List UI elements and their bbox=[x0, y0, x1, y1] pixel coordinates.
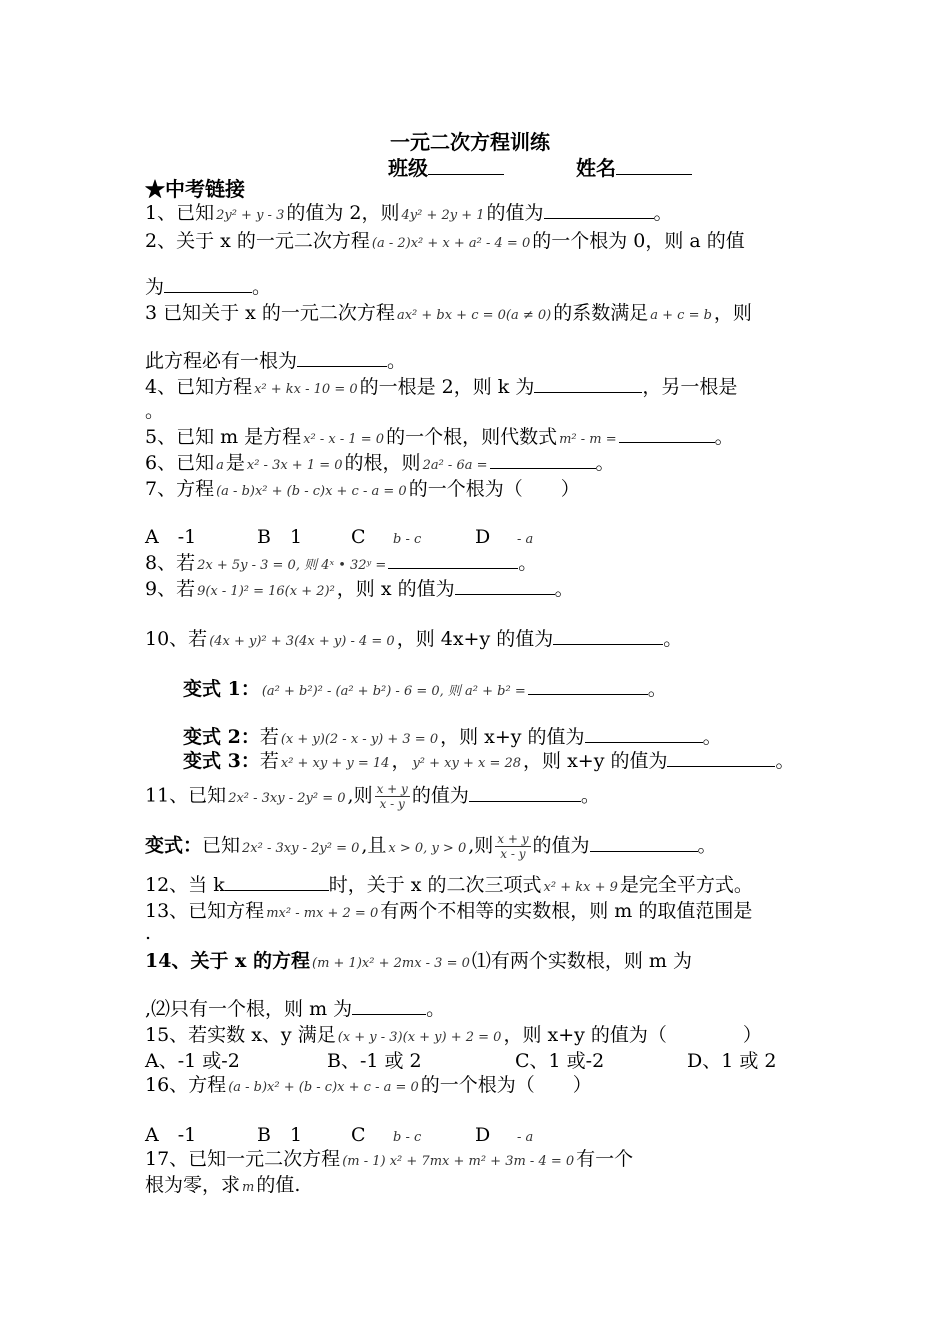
variant-2: 变式 2：若 (x + y)(2 - x - y) + 3 = 0 ，则 x+y 的值为 。 bbox=[183, 726, 722, 748]
math-expression: (a² + b²)² - (a² + b²) - 6 = 0, 则 a² + b² = bbox=[261, 684, 526, 699]
math-expression: - a bbox=[517, 532, 534, 547]
math-expression: 2y² + y - 3 bbox=[216, 208, 285, 223]
math-expression: 2x² - 3xy - 2y² = 0 bbox=[242, 840, 360, 856]
option-c[interactable]: C bbox=[351, 1124, 366, 1146]
option-a[interactable]: A -1 bbox=[145, 526, 197, 548]
answer-blank[interactable] bbox=[585, 724, 703, 743]
question-4-cont: 。 bbox=[145, 400, 165, 422]
math-expression: (m - 1) x² + 7mx + m² + 3m - 4 = 0 bbox=[342, 1154, 575, 1169]
question-12: 12、当 k 时，关于 x 的二次三项式 x² + kx + 9 是完全平方式。 bbox=[145, 874, 753, 896]
math-expression: (a - b)x² + (b - c)x + c - a = 0 bbox=[216, 484, 407, 499]
question-2: 2、关于 x 的一元二次方程 (a - 2)x² + x + a² - 4 = 0 的一个根为 0，则 a 的值 bbox=[145, 230, 745, 252]
option-a[interactable]: A -1 bbox=[145, 1124, 197, 1146]
name-field bbox=[576, 152, 692, 181]
math-expression: (m + 1)x² + 2mx - 3 = 0 bbox=[312, 956, 470, 971]
question-8: 8、若 2x + 5y - 3 = 0, 则 4ˣ • 32ʸ = 。 bbox=[145, 552, 538, 574]
option-d[interactable]: D、1 或 2 bbox=[687, 1050, 777, 1072]
answer-blank[interactable] bbox=[388, 550, 518, 569]
answer-blank[interactable] bbox=[534, 374, 642, 393]
question-13: 13、已知方程 mx² - mx + 2 = 0 有两个不相等的实数根，则 m 的取值范围是 bbox=[145, 900, 753, 922]
math-expression: b - c bbox=[393, 1130, 422, 1145]
math-expression: (x + y)(2 - x - y) + 3 = 0 bbox=[280, 732, 439, 747]
math-expression: 9(x - 1)² = 16(x + 2)² bbox=[197, 584, 335, 599]
question-17-cont: 根为零，求 m 的值. bbox=[145, 1174, 301, 1196]
math-expression: x² - 3x + 1 = 0 bbox=[246, 458, 343, 473]
math-expression: x² + kx - 10 = 0 bbox=[254, 382, 358, 397]
question-4: 4、已知方程 x² + kx - 10 = 0 的一根是 2，则 k 为 ，另一根是 bbox=[145, 376, 738, 398]
option-c[interactable]: C bbox=[351, 526, 366, 548]
math-expression: m² - m = bbox=[559, 432, 617, 447]
math-expression: (a - 2)x² + x + a² - 4 = 0 bbox=[371, 236, 531, 251]
math-expression: 2x² - 3xy - 2y² = 0 bbox=[228, 790, 346, 806]
question-17: 17、已知一元二次方程 (m - 1) x² + 7mx + m² + 3m - 4 = 0 有一个 bbox=[145, 1148, 634, 1170]
math-expression: b - c bbox=[393, 532, 422, 547]
math-expression: y² + xy + x = 28 bbox=[412, 756, 522, 771]
variant-label: 变式 3： bbox=[183, 750, 260, 772]
question-10: 10、若 (4x + y)² + 3(4x + y) - 4 = 0 ，则 4x+y 的值为 。 bbox=[145, 628, 683, 650]
answer-blank[interactable] bbox=[553, 626, 663, 645]
answer-blank[interactable] bbox=[528, 676, 648, 695]
answer-blank[interactable] bbox=[590, 833, 698, 852]
variant-label: 变式 2： bbox=[183, 726, 260, 748]
option-b[interactable]: B、-1 或 2 bbox=[327, 1050, 422, 1072]
question-2-cont: 为 。 bbox=[145, 276, 272, 298]
question-3-cont: 此方程必有一根为 。 bbox=[145, 350, 407, 372]
math-expression: a + c = b bbox=[650, 308, 712, 323]
math-expression: x > 0, y > 0 bbox=[388, 840, 467, 856]
answer-blank[interactable] bbox=[469, 783, 581, 802]
math-expression: ax² + bx + c = 0(a ≠ 0) bbox=[396, 308, 552, 323]
answer-blank[interactable] bbox=[164, 274, 252, 293]
answer-blank[interactable] bbox=[667, 748, 775, 767]
answer-blank[interactable] bbox=[455, 576, 555, 595]
math-expression: - a bbox=[517, 1130, 534, 1145]
variant-1: 变式 1： (a² + b²)² - (a² + b²) - 6 = 0, 则 a² + b² = 。 bbox=[183, 678, 667, 700]
math-expression: x² - x - 1 = 0 bbox=[303, 432, 385, 447]
fraction: $\frac{x + y}{x - y}$ bbox=[376, 782, 408, 811]
variant-3: 变式 3：若 x² + xy + y = 14 ， y² + xy + x = 28 ，则 x+y 的值为 。 bbox=[183, 750, 795, 772]
math-expression: (x + y - 3)(x + y) + 2 = 0 bbox=[337, 1030, 502, 1045]
option-b[interactable]: B 1 bbox=[257, 1124, 303, 1146]
answer-blank[interactable] bbox=[225, 872, 329, 891]
question-15: 15、若实数 x、y 满足 (x + y - 3)(x + y) + 2 = 0 ，则 x+y 的值为（ ） bbox=[145, 1024, 762, 1046]
question-14: 14、关于 x 的方程 (m + 1)x² + 2mx - 3 = 0 ⑴有两个实数根，则 m 为 bbox=[145, 950, 692, 972]
question-1: 1、已知 2y² + y - 3 的值为 2，则 4y² + 2y + 1 的值为 。 bbox=[145, 202, 673, 224]
option-b[interactable]: B 1 bbox=[257, 526, 303, 548]
question-5: 5、已知 m 是方程 x² - x - 1 = 0 的一个根，则代数式 m² - m = 。 bbox=[145, 426, 734, 448]
answer-blank[interactable] bbox=[352, 996, 426, 1015]
math-expression: mx² - mx + 2 = 0 bbox=[266, 906, 379, 921]
answer-blank[interactable] bbox=[490, 450, 596, 469]
class-label: 班级 bbox=[388, 156, 428, 180]
variant-label: 变式 1： bbox=[183, 678, 260, 700]
math-expression: a bbox=[216, 458, 224, 473]
math-expression: m bbox=[242, 1180, 255, 1195]
fraction: $\frac{x + y}{x - y}$ bbox=[497, 832, 529, 861]
question-15-options bbox=[145, 1048, 777, 1074]
option-d[interactable]: D bbox=[475, 526, 491, 548]
math-expression: 2a² - 6a = bbox=[422, 458, 488, 473]
option-a[interactable]: A、-1 或-2 bbox=[145, 1050, 240, 1072]
question-14-cont: ,⑵只有一个根，则 m 为 。 bbox=[145, 998, 446, 1020]
math-expression: 2x + 5y - 3 = 0, 则 4ˣ • 32ʸ = bbox=[197, 558, 387, 573]
answer-blank[interactable] bbox=[619, 424, 715, 443]
question-16: 16、方程 (a - b)x² + (b - c)x + c - a = 0 的一个根为（ ） bbox=[145, 1074, 592, 1096]
section-heading: ★中考链接 bbox=[145, 177, 245, 201]
question-9: 9、若 9(x - 1)² = 16(x + 2)² ，则 x 的值为 。 bbox=[145, 578, 574, 600]
question-7: 7、方程 (a - b)x² + (b - c)x + c - a = 0 的一个根为（ ） bbox=[145, 478, 580, 500]
answer-blank[interactable] bbox=[297, 348, 387, 367]
option-d[interactable]: D bbox=[475, 1124, 491, 1146]
question-11: 11、已知 2x² - 3xy - 2y² = 0 ,则 $\frac{x + y}{x - y}$ 的值为 。 bbox=[145, 782, 600, 811]
question-13-cont: . bbox=[145, 922, 152, 944]
name-blank[interactable] bbox=[616, 156, 692, 175]
page-title: 一元二次方程训练 bbox=[390, 130, 550, 154]
answer-blank[interactable] bbox=[544, 200, 654, 219]
question-7-options bbox=[145, 524, 535, 553]
math-expression: x² + kx + 9 bbox=[543, 880, 618, 895]
option-c[interactable]: C、1 或-2 bbox=[515, 1050, 605, 1072]
class-blank[interactable] bbox=[428, 156, 504, 175]
math-expression: (4x + y)² + 3(4x + y) - 4 = 0 bbox=[209, 634, 395, 649]
math-expression: 4y² + 2y + 1 bbox=[401, 208, 485, 223]
class-field bbox=[388, 152, 504, 181]
question-3: 3 已知关于 x 的一元二次方程 ax² + bx + c = 0(a ≠ 0) 的系数满足 a + c = b ，则 bbox=[145, 302, 752, 324]
math-expression: (a - b)x² + (b - c)x + c - a = 0 bbox=[228, 1080, 419, 1095]
variant-11: 变式：已知 2x² - 3xy - 2y² = 0 ,且 x > 0, y > 0 ,则 $\frac{x + y}{x - y}$ 的值为 。 bbox=[145, 832, 717, 861]
name-label: 姓名 bbox=[576, 156, 616, 180]
variant-label: 变式： bbox=[145, 834, 203, 857]
math-expression: x² + xy + y = 14 bbox=[280, 756, 390, 771]
question-6: 6、已知 a 是 x² - 3x + 1 = 0 的根，则 2a² - 6a = 。 bbox=[145, 452, 615, 474]
